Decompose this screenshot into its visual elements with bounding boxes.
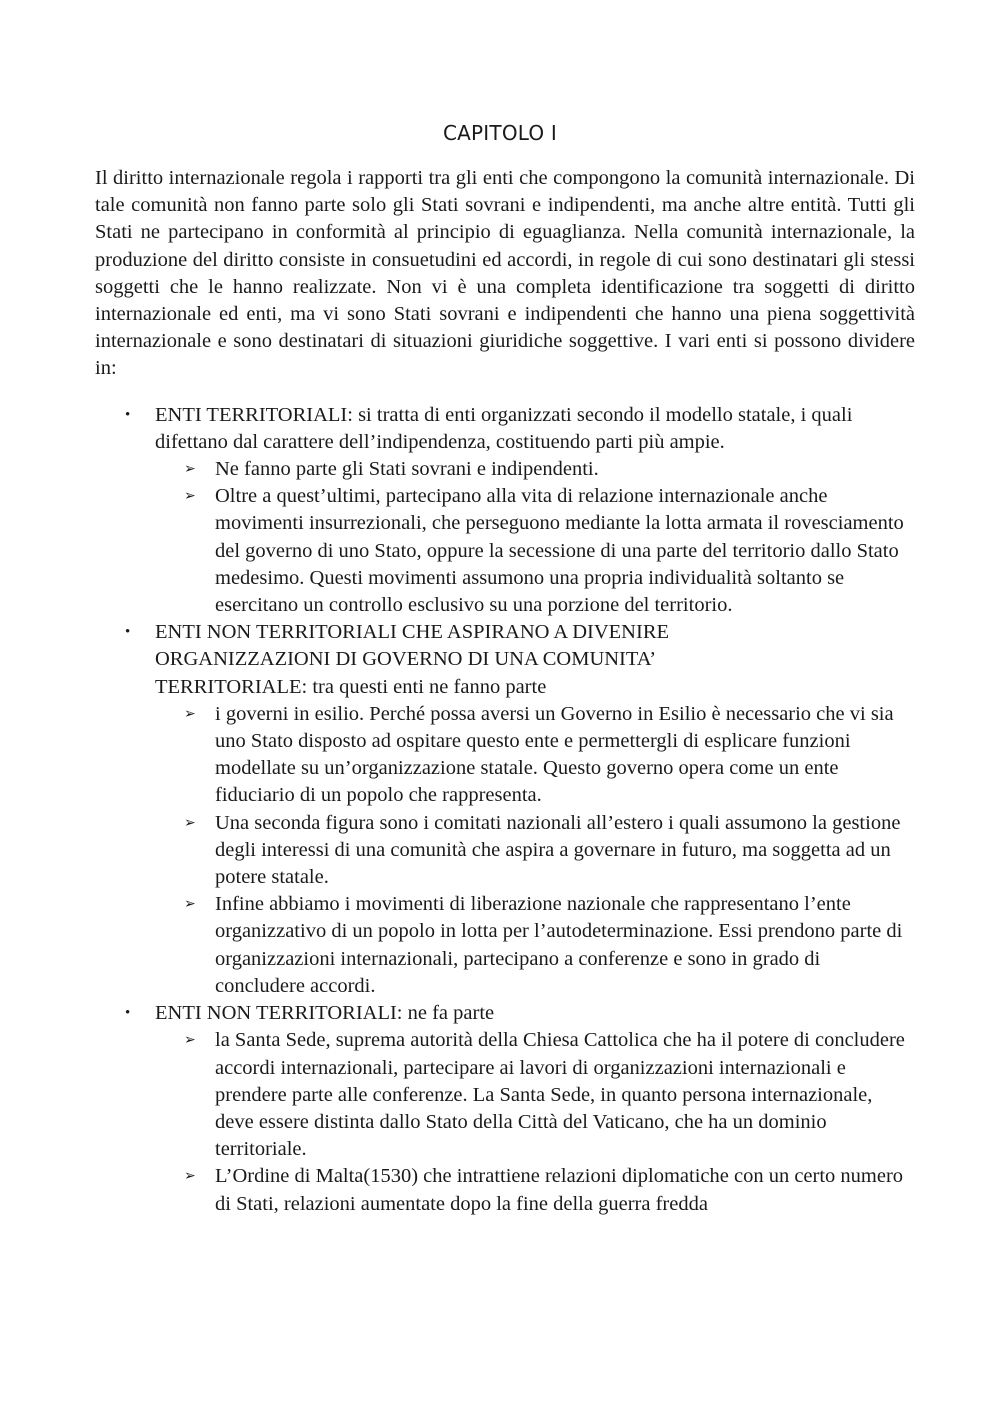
sub-list-item xyxy=(155,1163,915,1217)
arrow-bullet-icon: ➢ xyxy=(184,1168,196,1185)
sub-item-text: Una seconda figura sono i comitati nazionali all’estero i quali assumono la gestione degli interessi di una comunità che aspira a governare in futuro, ma soggetta ad un potere statale. xyxy=(215,811,901,889)
sub-list-item xyxy=(155,810,915,892)
sub-list xyxy=(155,1027,915,1217)
entity-list xyxy=(95,402,915,1218)
arrow-bullet-icon: ➢ xyxy=(184,1032,196,1049)
section-heading: ENTI TERRITORIALI: si tratta di enti organizzati secondo il modello statale, i quali difettano dal carattere dell’indipendenza, costituendo parti più ampie. xyxy=(155,403,853,453)
document-body xyxy=(95,165,915,1218)
bullet-icon: • xyxy=(125,406,131,423)
arrow-bullet-icon: ➢ xyxy=(184,488,196,505)
arrow-bullet-icon: ➢ xyxy=(184,705,196,722)
arrow-bullet-icon: ➢ xyxy=(184,461,196,478)
intro-paragraph: Il diritto internazionale regola i rapporti tra gli enti che compongono la comunità internazionale. Di tale comunità non fanno parte solo gli Stati sovrani e indipendenti, ma anche altre entità. Tutti gli Stati ne partecipano in conformità al principio di eguaglianza. Nella comunità internazionale, la produzione del diritto consiste in consuetudini ed accordi, in regole di cui sono destinatari gli stessi soggetti che le hanno realizzate. Non vi è una completa identificazione tra soggetti di diritto internazionale ed enti, ma vi sono Stati sovrani e indipendenti che hanno una piena soggettività internazionale e sono destinatari di situazioni giuridiche soggettive. I vari enti si possono dividere in: xyxy=(95,167,915,380)
sub-list-item xyxy=(155,891,915,1000)
sub-list-item xyxy=(155,456,915,483)
sub-item-text: i governi in esilio. Perché possa aversi un Governo in Esilio è necessario che vi sia uno Stato disposto ad ospitare questo ente e permettergli di esplicare funzioni modellate su un’organizzazione statale. Questo governo opera come un ente fiduciario di un popolo che rappresenta. xyxy=(215,702,894,807)
sub-list xyxy=(155,456,915,619)
sub-list-item xyxy=(155,701,915,810)
list-item-enti-territoriali xyxy=(95,402,915,620)
section-heading: ENTI NON TERRITORIALI CHE ASPIRANO A DIVENIRE ORGANIZZAZIONI DI GOVERNO DI UNA COMUNITA’ TERRITORIALE: tra questi enti ne fanno parte xyxy=(155,621,670,698)
list-item-enti-non-territoriali-aspiranti xyxy=(95,619,915,1000)
bullet-icon: • xyxy=(125,624,131,641)
bullet-icon: • xyxy=(125,1005,131,1022)
arrow-bullet-icon: ➢ xyxy=(184,814,196,831)
sub-item-text: Infine abbiamo i movimenti di liberazione nazionale che rappresentano l’ente organizzativo di un popolo in lotta per l’autodeterminazione. Essi prendono parte di organizzazioni internazionali, partecipano a conferenze e sono in grado di concludere accordi. xyxy=(215,893,903,997)
arrow-bullet-icon: ➢ xyxy=(184,896,196,913)
chapter-title: CAPITOLO I xyxy=(443,121,557,145)
sub-item-text: Ne fanno parte gli Stati sovrani e indipendenti. xyxy=(215,458,599,481)
sub-item-text: L’Ordine di Malta(1530) che intrattiene relazioni diplomatiche con un certo numero di Stati, relazioni aumentate dopo la fine della guerra fredda xyxy=(215,1165,904,1215)
sub-list xyxy=(155,701,915,1000)
sub-list-item xyxy=(155,483,915,619)
sub-item-text: la Santa Sede, suprema autorità della Chiesa Cattolica che ha il potere di concludere accordi internazionali, partecipare ai lavori di organizzazioni internazionali e prendere parte alle conferenze. La Santa Sede, in quanto persona internazionale, deve essere distinta dallo Stato della Città del Vaticano, che ha un dominio territoriale. xyxy=(215,1029,905,1161)
section-heading: ENTI NON TERRITORIALI: ne fa parte xyxy=(155,1002,495,1025)
list-item-enti-non-territoriali xyxy=(95,1000,915,1218)
sub-list-item xyxy=(155,1027,915,1163)
sub-item-text: Oltre a quest’ultimi, partecipano alla vita di relazione internazionale anche movimenti insurrezionali, che perseguono mediante la lotta armata il rovesciamento del governo di uno Stato, oppure la secessione di una parte del territorio dallo Stato medesimo. Questi movimenti assumono una propria individualità soltanto se esercitano un controllo esclusivo su una porzione del territorio. xyxy=(215,485,904,617)
